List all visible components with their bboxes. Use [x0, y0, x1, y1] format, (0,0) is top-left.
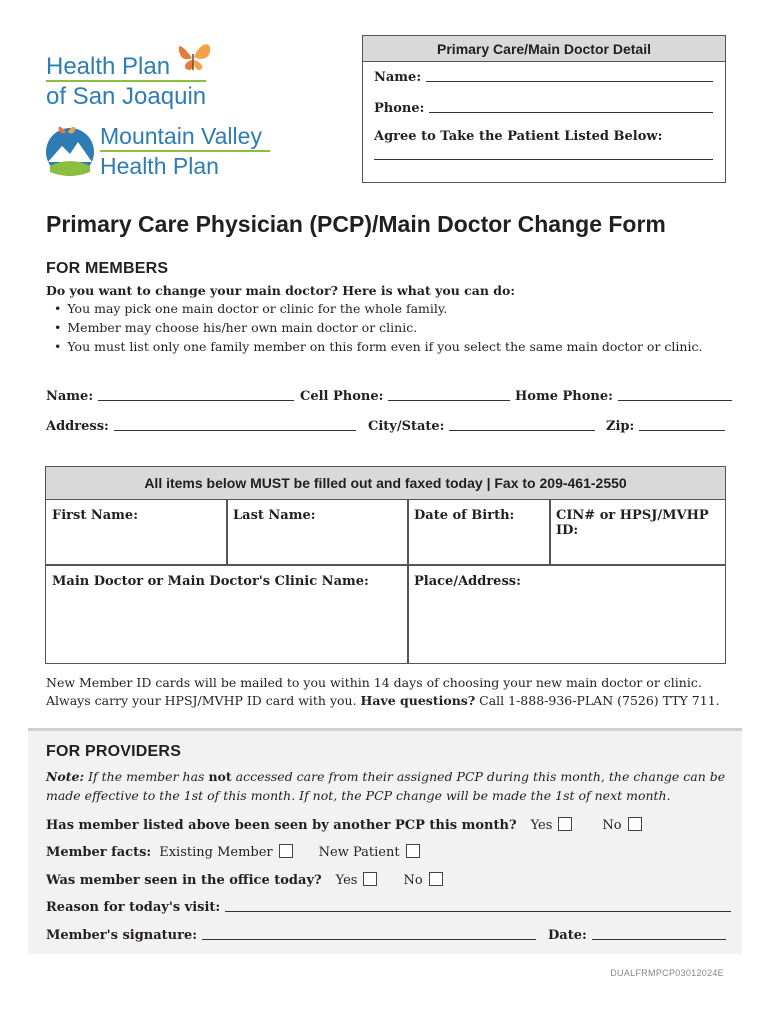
providers-note	[46, 767, 725, 805]
contact-notice-phone: Call 1-888-936-PLAN (7526) TTY 711.	[479, 693, 720, 708]
first-name-cell[interactable]	[46, 500, 226, 564]
cell-phone-field[interactable]	[300, 389, 510, 404]
city-state-line[interactable]	[449, 430, 595, 431]
contact-notice-question: Have questions?	[360, 693, 476, 708]
agree-label: Agree to Take the Patient Listed Below:	[374, 129, 663, 144]
form-code: DUALFRMPCP03012024E	[610, 968, 724, 978]
member-name-field[interactable]	[46, 389, 294, 404]
first-name-label: First Name:	[52, 508, 138, 523]
reason-visit-label: Reason for today's visit:	[46, 900, 221, 915]
seen-today-yes-checkbox[interactable]	[363, 872, 377, 886]
note-label: Note:	[46, 769, 85, 784]
new-patient-option[interactable]	[319, 844, 420, 860]
new-patient-label: New Patient	[318, 845, 400, 860]
hpsj-logo	[46, 40, 226, 116]
seen-today-no-checkbox[interactable]	[429, 872, 443, 886]
zip-line[interactable]	[639, 430, 725, 431]
agree-signature-line[interactable]	[374, 159, 713, 160]
table-header: All items below MUST be filled out and faxed today | Fax to 209-461-2550	[46, 467, 725, 500]
hpsj-logo-line1: Health Plan	[46, 53, 171, 80]
yes-label: Yes	[530, 818, 553, 833]
page-title: Primary Care Physician (PCP)/Main Doctor Change Form	[46, 211, 666, 237]
members-question: Do you want to change your main doctor? Here is what you can do:	[46, 283, 515, 298]
contact-notice-a: Always carry your HPSJ/MVHP ID card with you.	[46, 693, 357, 708]
address-line[interactable]	[114, 430, 356, 431]
seen-other-no-option[interactable]	[602, 817, 641, 833]
doctor-name-label: Name:	[374, 70, 422, 85]
note-text-b: accessed care from their assigned PCP during this month, the change can be	[235, 769, 726, 784]
seen-today-row	[46, 872, 443, 888]
doctor-phone-label: Phone:	[374, 101, 425, 116]
member-info-table	[45, 466, 726, 664]
note-text-a: If the member has	[88, 769, 205, 784]
signature-date-field[interactable]	[548, 928, 726, 943]
dob-label: Date of Birth:	[414, 508, 515, 523]
seen-today-no-option[interactable]	[403, 872, 442, 888]
dob-cell[interactable]	[408, 500, 549, 564]
no-label: No	[403, 873, 423, 888]
list-item: • Member may choose his/her own main doctor or clinic.	[54, 318, 702, 337]
member-name-label: Name:	[46, 389, 94, 404]
cell-phone-label: Cell Phone:	[300, 389, 384, 404]
cell-phone-line[interactable]	[388, 400, 510, 401]
seen-other-yes-checkbox[interactable]	[558, 817, 572, 831]
seen-today-yes-option[interactable]	[336, 872, 378, 888]
seen-other-yes-option[interactable]	[531, 817, 573, 833]
hpsj-logo-rule	[46, 80, 206, 82]
agree-label-row	[374, 129, 713, 144]
providers-note-line2: made effective to the 1st of this month. If not, the PCP change will be made the 1st of next month.	[46, 788, 671, 803]
yes-label: Yes	[335, 873, 358, 888]
member-signature-label: Member's signature:	[46, 928, 198, 943]
providers-note-line1	[46, 767, 725, 786]
doctor-name-line[interactable]	[426, 81, 713, 82]
providers-section	[28, 728, 742, 954]
seen-by-other-pcp-question: Has member listed above been seen by another PCP this month?	[46, 818, 517, 833]
mvhp-logo-line2: Health Plan	[100, 153, 219, 179]
members-heading: FOR MEMBERS	[46, 260, 169, 277]
doctor-phone-field[interactable]	[374, 101, 713, 116]
cin-cell[interactable]	[550, 500, 725, 564]
members-bullet-list	[54, 299, 702, 356]
signature-date-line[interactable]	[592, 939, 726, 940]
member-facts-row	[46, 844, 420, 860]
doctor-detail-box	[362, 35, 726, 183]
existing-member-label: Existing Member	[159, 845, 273, 860]
seen-other-no-checkbox[interactable]	[628, 817, 642, 831]
agree-signature-field[interactable]	[374, 159, 713, 163]
providers-heading: FOR PROVIDERS	[46, 743, 182, 760]
home-phone-line[interactable]	[618, 400, 732, 401]
mvhp-logo-rule	[100, 150, 270, 152]
doctor-clinic-cell[interactable]	[46, 566, 407, 663]
list-item: • You must list only one family member on this form even if you select the same main doctor or clinic.	[54, 337, 702, 356]
doctor-name-field[interactable]	[374, 70, 713, 85]
butterfly-icon	[174, 40, 214, 74]
reason-visit-field[interactable]	[46, 900, 731, 915]
mvhp-logo-line1: Mountain Valley	[100, 123, 262, 149]
contact-notice	[46, 691, 720, 710]
address-field[interactable]	[46, 419, 356, 434]
mvhp-logo	[44, 120, 284, 182]
home-phone-field[interactable]	[515, 389, 732, 404]
cin-label: CIN# or HPSJ/MVHP ID:	[556, 508, 709, 538]
seen-today-question: Was member seen in the office today?	[46, 873, 322, 888]
zip-label: Zip:	[606, 419, 635, 434]
last-name-label: Last Name:	[233, 508, 316, 523]
city-state-field[interactable]	[368, 419, 595, 434]
last-name-cell[interactable]	[227, 500, 407, 564]
mountain-icon	[44, 122, 96, 178]
hpsj-logo-line2: of San Joaquin	[46, 83, 207, 110]
signature-date-label: Date:	[548, 928, 587, 943]
home-phone-label: Home Phone:	[515, 389, 613, 404]
reason-visit-line[interactable]	[225, 911, 731, 912]
existing-member-option[interactable]	[159, 844, 292, 860]
place-address-label: Place/Address:	[414, 574, 521, 589]
city-state-label: City/State:	[368, 419, 445, 434]
seen-by-other-pcp-row	[46, 817, 642, 833]
doctor-phone-line[interactable]	[429, 112, 713, 113]
address-label: Address:	[46, 419, 109, 434]
zip-field[interactable]	[606, 419, 725, 434]
member-facts-label: Member facts:	[46, 845, 152, 860]
doctor-detail-title: Primary Care/Main Doctor Detail	[363, 36, 725, 62]
no-label: No	[602, 818, 622, 833]
member-signature-line[interactable]	[202, 939, 536, 940]
member-name-line[interactable]	[98, 400, 294, 401]
note-not: not	[208, 769, 232, 784]
member-signature-field[interactable]	[46, 928, 536, 943]
existing-member-checkbox[interactable]	[279, 844, 293, 858]
place-address-cell[interactable]	[408, 566, 725, 663]
doctor-clinic-label: Main Doctor or Main Doctor's Clinic Name:	[52, 574, 369, 589]
new-patient-checkbox[interactable]	[406, 844, 420, 858]
list-item: • You may pick one main doctor or clinic for the whole family.	[54, 299, 702, 318]
id-card-notice: New Member ID cards will be mailed to you within 14 days of choosing your new main doctor or clinic.	[46, 675, 702, 690]
